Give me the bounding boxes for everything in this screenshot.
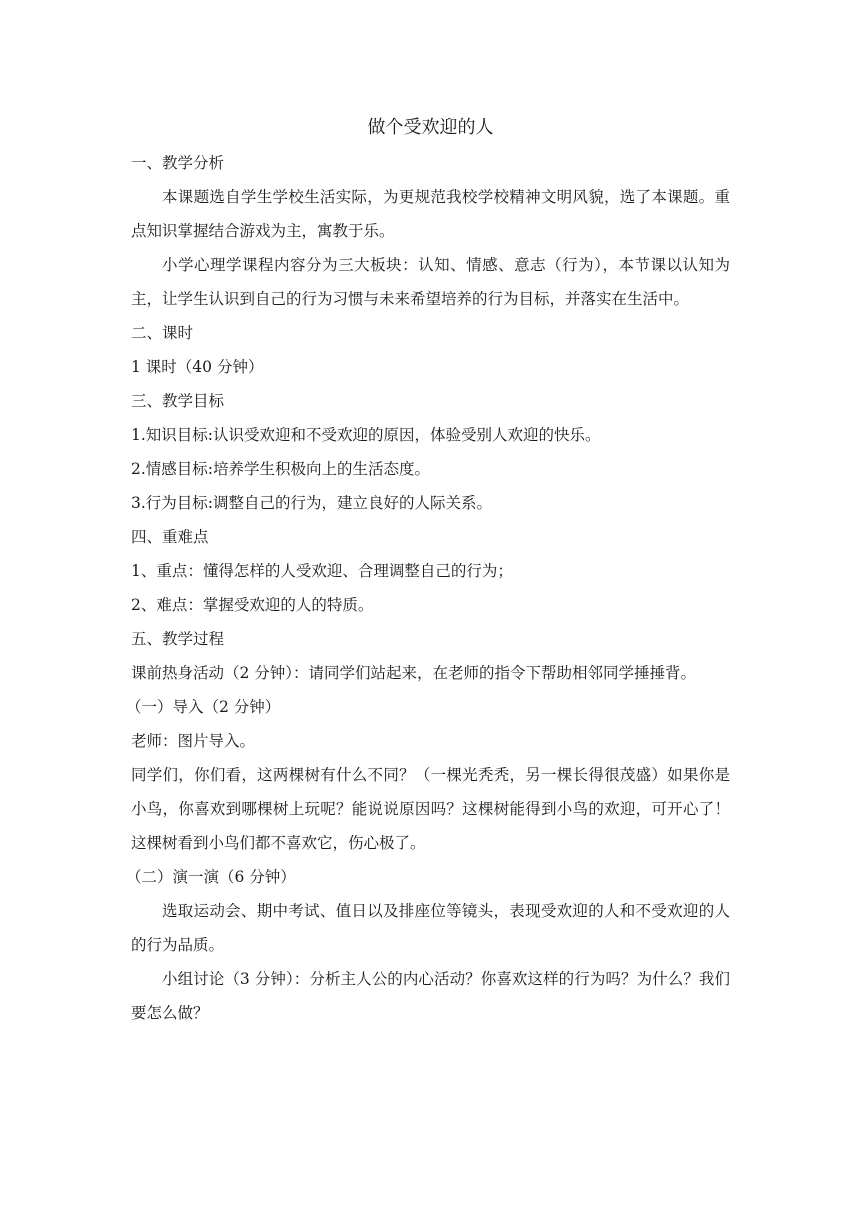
subheading-introduction: （一）导入（2 分钟） [126, 698, 281, 716]
section-heading-analysis: 一、教学分析 [131, 154, 225, 172]
section-heading-process: 五、教学过程 [131, 630, 225, 648]
document-title: 做个受欢迎的人 [367, 117, 494, 138]
objective-behavior: 3.行为目标:调整自己的行为，建立良好的人际关系。 [131, 494, 493, 512]
section-heading-objectives: 三、教学目标 [131, 392, 225, 410]
paragraph-course-content: 小学心理学课程内容分为三大板块：认知、情感、意志（行为），本节课以认知为主，让学生认识到自己的行为习惯与未来希望培养的行为目标，并落实在生活中。 [131, 256, 730, 308]
paragraph-class-hours: 1 课时（40 分钟） [131, 358, 264, 376]
document-page [126, 112, 730, 1030]
paragraph-role-play: 选取运动会、期中考试、值日以及排座位等镜头，表现受欢迎的人和不受欢迎的人的行为品质。 [131, 902, 730, 954]
section-heading-class-hours: 二、课时 [131, 324, 194, 342]
paragraph-trees-story: 同学们，你们看，这两棵树有什么不同？（一棵光秃秃，另一棵长得很茂盛）如果你是小鸟，你喜欢到哪棵树上玩呢？能说说原因吗？这棵树能得到小鸟的欢迎，可开心了！这棵树看到小鸟们都不喜欢它，伤心极了。 [131, 766, 730, 852]
objective-knowledge: 1.知识目标:认识受欢迎和不受欢迎的原因，体验受别人欢迎的快乐。 [131, 426, 601, 444]
subheading-role-play: （二）演一演（6 分钟） [126, 868, 296, 886]
objective-emotion: 2.情感目标:培养学生积极向上的生活态度。 [131, 460, 431, 478]
paragraph-warm-up: 课前热身活动（2 分钟）：请同学们站起来，在老师的指令下帮助相邻同学捶捶背。 [131, 664, 697, 682]
paragraph-topic-source: 本课题选自学生学校生活实际，为更规范我校学校精神文明风貌，选了本课题。重点知识掌握结合游戏为主，寓教于乐。 [131, 188, 730, 240]
difficult-point: 2、难点：掌握受欢迎的人的特质。 [131, 596, 374, 614]
paragraph-teacher-intro: 老师：图片导入。 [131, 732, 256, 750]
section-heading-key-points: 四、重难点 [131, 528, 209, 546]
key-point: 1、重点：懂得怎样的人受欢迎、合理调整自己的行为； [131, 562, 513, 580]
paragraph-group-discussion: 小组讨论（3 分钟）：分析主人公的内心活动？你喜欢这样的行为吗？为什么？我们要怎么做？ [131, 970, 730, 1022]
